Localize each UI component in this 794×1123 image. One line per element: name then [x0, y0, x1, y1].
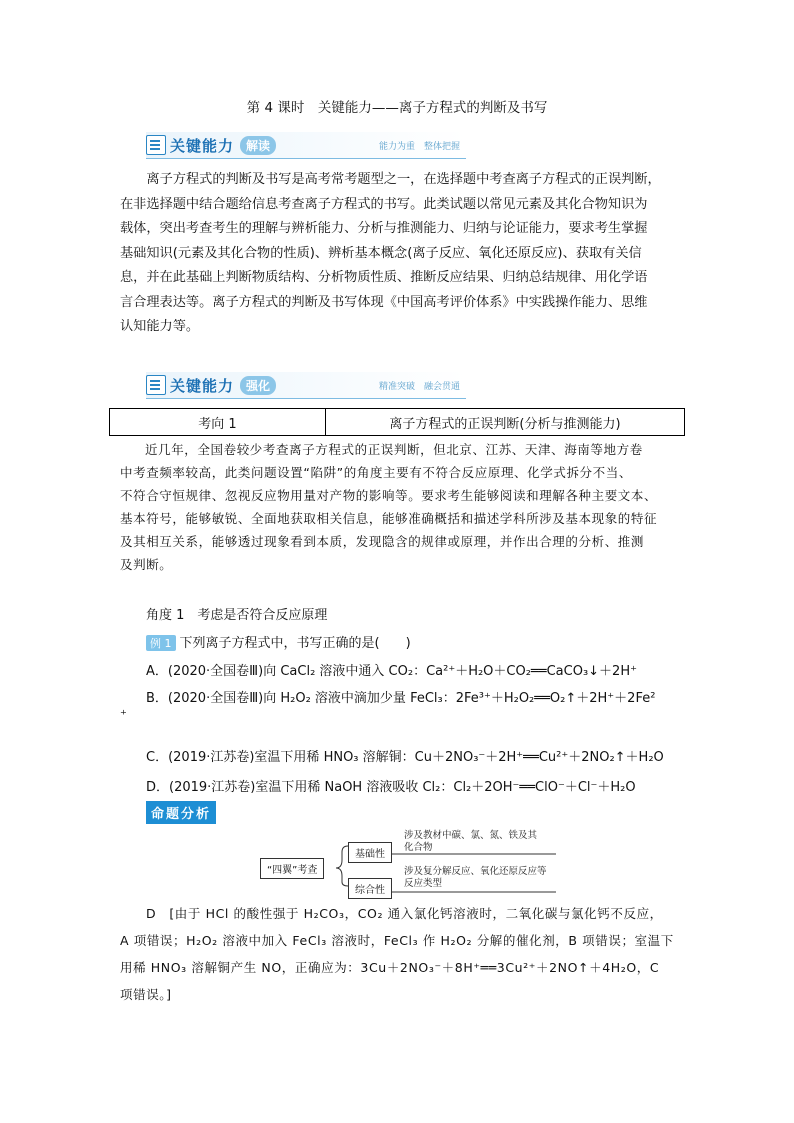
option-b: B．(2020·全国卷Ⅲ)向 H₂O₂ 溶液中滴加少量 FeCl₃：2Fe³⁺＋H₂O₂══O₂↑＋2H⁺＋2Fe² — [146, 691, 656, 706]
example-question: 下列离子方程式中，书写正确的是( ) — [179, 636, 411, 651]
banner-badge: 解读 — [240, 136, 276, 155]
banner-slogan: 精准突破 融会贯通 — [378, 381, 460, 392]
banner-badge: 强化 — [240, 376, 276, 395]
diagram-comprehensive-desc — [404, 866, 547, 890]
direction-line: 中考查频率较高，此类问题设置“陷阱”的角度主要有不符合反应原理、化学式拆分不当、 — [120, 465, 632, 480]
option-d: D．(2019·江苏卷)室温下用稀 NaOH 溶液吸收 Cl₂：Cl₂＋2OH⁻══ClO⁻＋Cl⁻＋H₂O — [146, 780, 636, 795]
direction-number: 考向 1 — [110, 409, 326, 436]
answer-line: 用稀 HNO₃ 溶解铜产生 NO，正确应为：3Cu＋2NO₃⁻＋8H⁺══3Cu²⁺＋2NO↑＋4H₂O，C — [120, 960, 660, 975]
document-icon — [146, 375, 166, 395]
option-a: A．(2020·全国卷Ⅲ)向 CaCl₂ 溶液中通入 CO₂：Ca²⁺＋H₂O＋CO₂══CaCO₃↓＋2H⁺ — [146, 664, 637, 679]
diagram-branch-basic: 基础性 — [348, 842, 392, 863]
direction-line: 近几年，全国卷较少考查离子方程式的正误判断，但北京、江苏、天津、海南等地方卷 — [145, 442, 643, 457]
banner-slogan: 能力为重 整体把握 — [378, 141, 460, 152]
diagram-desc-line: 涉及教材中碳、氯、氮、铁及其 — [404, 830, 538, 841]
direction-table — [109, 408, 685, 436]
example-stem — [146, 632, 411, 651]
intro-line: 载体，突出考查考生的理解与辨析能力、分析与推测能力、归纳与论证能力，要求考生掌握 — [120, 221, 648, 236]
diagram-desc-line: 化合物 — [404, 842, 433, 853]
four-wings-diagram — [258, 826, 563, 896]
diagram-desc-line: 涉及复分解反应、氧化还原反应等 — [404, 866, 547, 877]
intro-line: 认知能力等。 — [120, 319, 200, 334]
intro-line: 离子方程式的判断及书写是高考常考题型之一，在选择题中考查离子方程式的正误判断， — [146, 172, 661, 187]
diagram-branch-comprehensive: 综合性 — [348, 878, 392, 899]
intro-line: 基础知识(元素及其化合物的性质)、辨析基本概念(离子反应、氧化还原反应)、获取有关信 — [120, 245, 642, 261]
answer-continuation — [120, 927, 690, 1008]
intro-line: 在非选择题中结合题给信息考查离子方程式的书写。此类试题以常见元素及其化合物知识为 — [120, 196, 648, 212]
analysis-label-wrap — [146, 801, 216, 824]
direction-line: 基本符号，能够敏锐、全面地获取相关信息，能够准确概括和描述学科所涉及基本现象的特征 — [120, 511, 658, 526]
answer-line: 项错误。] — [120, 987, 172, 1002]
page-title: 第 4 课时 关键能力——离子方程式的判断及书写 — [246, 100, 548, 116]
direction-line: 及判断。 — [120, 557, 173, 572]
diagram-desc-line: 反应类型 — [404, 878, 443, 889]
option-c: C．(2019·江苏卷)室温下用稀 HNO₃ 溶解铜：Cu＋2NO₃⁻＋2H⁺══Cu²⁺＋2NO₂↑＋H₂O — [146, 750, 664, 765]
direction-line: 及其相互关系，能够透过现象看到本质，发现隐含的规律或原理，并作出合理的分析、推测 — [120, 534, 645, 549]
banner-label: 关键能力 — [170, 136, 235, 155]
direction-line: 不符合守恒规律、忽视反应物用量对产物的影响等。要求考生能够阅读和理解各种主要文本、 — [120, 488, 658, 503]
diagram-basic-desc — [404, 830, 537, 854]
direction-paragraph — [120, 438, 690, 576]
analysis-label: 命题分析 — [146, 801, 216, 824]
diagram-root: “四翼”考查 — [260, 858, 324, 879]
answer-line: A 项错误；H₂O₂ 溶液中加入 FeCl₃ 溶液时，FeCl₃ 作 H₂O₂ 分解的催化剂，B 项错误；室温下 — [120, 933, 674, 948]
section-banner-interpretation — [146, 132, 466, 159]
option-b-continuation: ⁺ — [120, 708, 127, 723]
intro-paragraph — [120, 168, 690, 340]
direction-title: 离子方程式的正误判断(分析与推测能力) — [326, 409, 685, 436]
banner-label: 关键能力 — [170, 376, 235, 395]
answer-line: D [由于 HCl 的酸性强于 H₂CO₃，CO₂ 通入氯化钙溶液时，二氧化碳与氯化钙不反应， — [146, 906, 663, 921]
intro-line: 息，并在此基础上判断物质结构、分析物质性质、推断反应结果、归纳总结规律、用化学语 — [120, 270, 648, 285]
intro-line: 言合理表达等。离子方程式的判断及书写体现《中国高考评价体系》中实践操作能力、思维 — [120, 294, 648, 310]
example-tag: 例 1 — [146, 635, 176, 651]
answer-paragraph — [146, 900, 691, 927]
section-banner-strengthen — [146, 372, 466, 399]
angle-heading: 角度 1 考虑是否符合反应原理 — [146, 608, 328, 623]
document-icon — [146, 135, 166, 155]
